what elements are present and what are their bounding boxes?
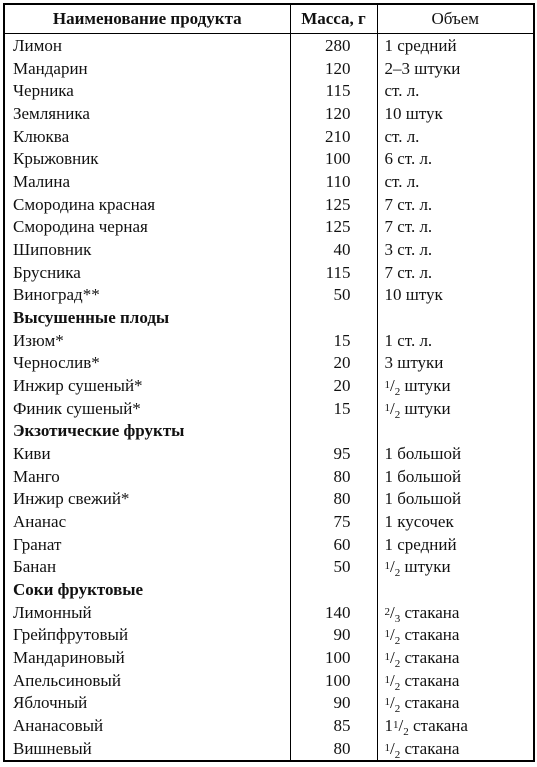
table-row [4,79,534,102]
table-row [4,533,534,556]
product-volume: ст. л. [377,125,534,148]
product-name: Инжир свежий* [4,487,290,510]
volume-unit: стакана [400,625,460,645]
table-row [4,374,534,397]
product-mass: 90 [290,692,377,715]
volume-unit: стакана [400,670,460,690]
product-volume: 7 ст. л. [377,193,534,216]
table-row [4,238,534,261]
fraction-denominator: 2 [394,408,401,421]
fraction-numerator: 1 [384,628,390,641]
fraction-denominator: 2 [394,680,401,693]
fraction-numerator: 1 [384,378,390,391]
product-name: Яблочный [4,692,290,715]
product-name: Земляника [4,102,290,125]
product-mass: 50 [290,283,377,306]
product-volume: 1 большой [377,465,534,488]
fraction-numerator: 1 [384,650,390,663]
product-volume [377,623,534,646]
product-name: Грейпфрутовый [4,623,290,646]
product-name: Гранат [4,533,290,556]
header-volume: Объем [377,4,534,34]
volume-unit: стакана [400,738,460,758]
product-name: Смородина красная [4,193,290,216]
table-row [4,555,534,578]
fraction-denominator: 2 [394,657,401,670]
product-mass: 80 [290,487,377,510]
product-name: Изюм* [4,329,290,352]
product-volume: ст. л. [377,79,534,102]
fraction-denominator: 3 [394,612,401,625]
product-name: Лимон [4,34,290,57]
product-mass: 95 [290,442,377,465]
table-row [4,329,534,352]
product-volume [377,714,534,737]
fraction-numerator: 1 [384,741,390,754]
table-row [4,351,534,374]
volume-fraction [384,693,460,716]
product-mass: 100 [290,147,377,170]
fraction-slash: / [390,557,395,577]
product-name: Крыжовник [4,147,290,170]
volume-unit: стакана [400,693,460,713]
volume-fraction [384,670,460,693]
product-name: Ананасовый [4,714,290,737]
product-mass: 115 [290,79,377,102]
product-mass: 140 [290,601,377,624]
table-row [4,623,534,646]
table-row [4,261,534,284]
fraction-slash: / [390,670,395,690]
product-volume: 10 штук [377,283,534,306]
fraction-slash: / [390,625,395,645]
product-volume: ст. л. [377,170,534,193]
product-mass: 125 [290,193,377,216]
fraction-numerator: 1 [393,719,399,731]
header-row [4,4,534,34]
fraction-denominator: 2 [403,726,409,738]
product-name: Киви [4,442,290,465]
table-row [4,125,534,148]
table-row [4,714,534,737]
table-body [4,34,534,762]
product-mass: 280 [290,34,377,57]
product-name: Черника [4,79,290,102]
product-mass: 115 [290,261,377,284]
product-volume [377,692,534,715]
product-mass: 85 [290,714,377,737]
product-volume [377,397,534,420]
table-row [4,57,534,80]
product-mass: 15 [290,397,377,420]
section-row [4,306,534,329]
fraction-slash: / [390,398,395,418]
header-mass: Масса, г [290,4,377,34]
table-row [4,147,534,170]
product-name: Клюква [4,125,290,148]
volume-fraction [384,716,468,738]
product-mass: 80 [290,737,377,761]
product-volume: 7 ст. л. [377,261,534,284]
fraction-slash: / [390,375,395,395]
fraction-slash: / [390,602,395,622]
volume-unit: штуки [400,398,451,418]
product-mass: 100 [290,669,377,692]
product-volume [377,601,534,624]
fraction-denominator: 2 [394,567,401,580]
volume-fraction [384,557,451,580]
fraction-slash: / [390,738,395,758]
product-mass: 120 [290,57,377,80]
product-name: Мандариновый [4,646,290,669]
product-volume: 1 большой [377,487,534,510]
fraction-slash: / [390,693,395,713]
fraction-slash: / [398,716,404,735]
volume-fraction [384,647,460,670]
product-mass [290,578,377,601]
fraction-denominator: 2 [394,748,401,761]
table-row [4,487,534,510]
product-volume: 6 ст. л. [377,147,534,170]
product-volume: 1 большой [377,442,534,465]
product-volume [377,555,534,578]
table-row [4,510,534,533]
table-row [4,669,534,692]
volume-fraction [384,738,460,761]
volume-unit: стакана [400,602,460,622]
section-row [4,419,534,442]
product-name: Апельсиновый [4,669,290,692]
product-volume [377,737,534,761]
product-name: Мандарин [4,57,290,80]
product-mass: 60 [290,533,377,556]
fraction-denominator: 2 [394,385,401,398]
table-row [4,34,534,57]
product-volume: 3 ст. л. [377,238,534,261]
product-mass: 120 [290,102,377,125]
product-table [3,3,535,762]
volume-fraction [384,625,460,648]
header-name: Наименование продукта [4,4,290,34]
table-row [4,170,534,193]
table-row [4,193,534,216]
product-volume [377,646,534,669]
volume-fraction [384,398,451,421]
fraction-denominator: 2 [394,703,401,716]
fraction-numerator: 1 [384,401,390,414]
product-mass: 40 [290,238,377,261]
product-volume [377,306,534,329]
fraction-numerator: 1 [384,673,390,686]
volume-unit: стакана [408,716,468,735]
volume-whole: 1 [384,716,393,735]
volume-unit: стакана [400,647,460,667]
product-volume [377,669,534,692]
product-name: Брусника [4,261,290,284]
product-volume: 10 штук [377,102,534,125]
section-title: Соки фруктовые [4,578,290,601]
table-row [4,397,534,420]
product-mass: 75 [290,510,377,533]
product-name: Манго [4,465,290,488]
product-name: Смородина черная [4,215,290,238]
product-mass: 50 [290,555,377,578]
product-volume [377,374,534,397]
product-volume [377,578,534,601]
fraction-numerator: 2 [384,605,390,618]
product-name: Шиповник [4,238,290,261]
product-volume: 1 средний [377,533,534,556]
volume-unit: штуки [400,375,451,395]
table-row [4,465,534,488]
product-volume [377,419,534,442]
volume-unit: штуки [400,557,451,577]
table-row [4,646,534,669]
table-row [4,442,534,465]
product-mass [290,306,377,329]
product-mass: 15 [290,329,377,352]
fraction-slash: / [390,647,395,667]
table-row [4,692,534,715]
volume-fraction [384,375,451,398]
product-name: Виноград** [4,283,290,306]
section-row [4,578,534,601]
table-row [4,102,534,125]
fraction-numerator: 1 [384,560,390,573]
product-mass: 20 [290,374,377,397]
product-name: Банан [4,555,290,578]
product-mass: 90 [290,623,377,646]
product-name: Вишневый [4,737,290,761]
product-volume: 7 ст. л. [377,215,534,238]
product-mass: 210 [290,125,377,148]
product-volume: 2–3 штуки [377,57,534,80]
product-volume: 1 ст. л. [377,329,534,352]
section-title: Экзотические фрукты [4,419,290,442]
product-volume: 1 кусочек [377,510,534,533]
table-row [4,283,534,306]
fraction-denominator: 2 [394,635,401,648]
product-name: Лимонный [4,601,290,624]
product-mass [290,419,377,442]
product-mass: 20 [290,351,377,374]
product-name: Финик сушеный* [4,397,290,420]
product-volume: 1 средний [377,34,534,57]
table-row [4,215,534,238]
table-row [4,737,534,761]
fraction-numerator: 1 [384,696,390,709]
product-name: Чернослив* [4,351,290,374]
product-name: Малина [4,170,290,193]
product-name: Инжир сушеный* [4,374,290,397]
section-title: Высушенные плоды [4,306,290,329]
table-row [4,601,534,624]
product-name: Ананас [4,510,290,533]
product-mass: 100 [290,646,377,669]
product-volume: 3 штуки [377,351,534,374]
product-mass: 80 [290,465,377,488]
volume-fraction [384,602,460,625]
product-mass: 125 [290,215,377,238]
product-mass: 110 [290,170,377,193]
